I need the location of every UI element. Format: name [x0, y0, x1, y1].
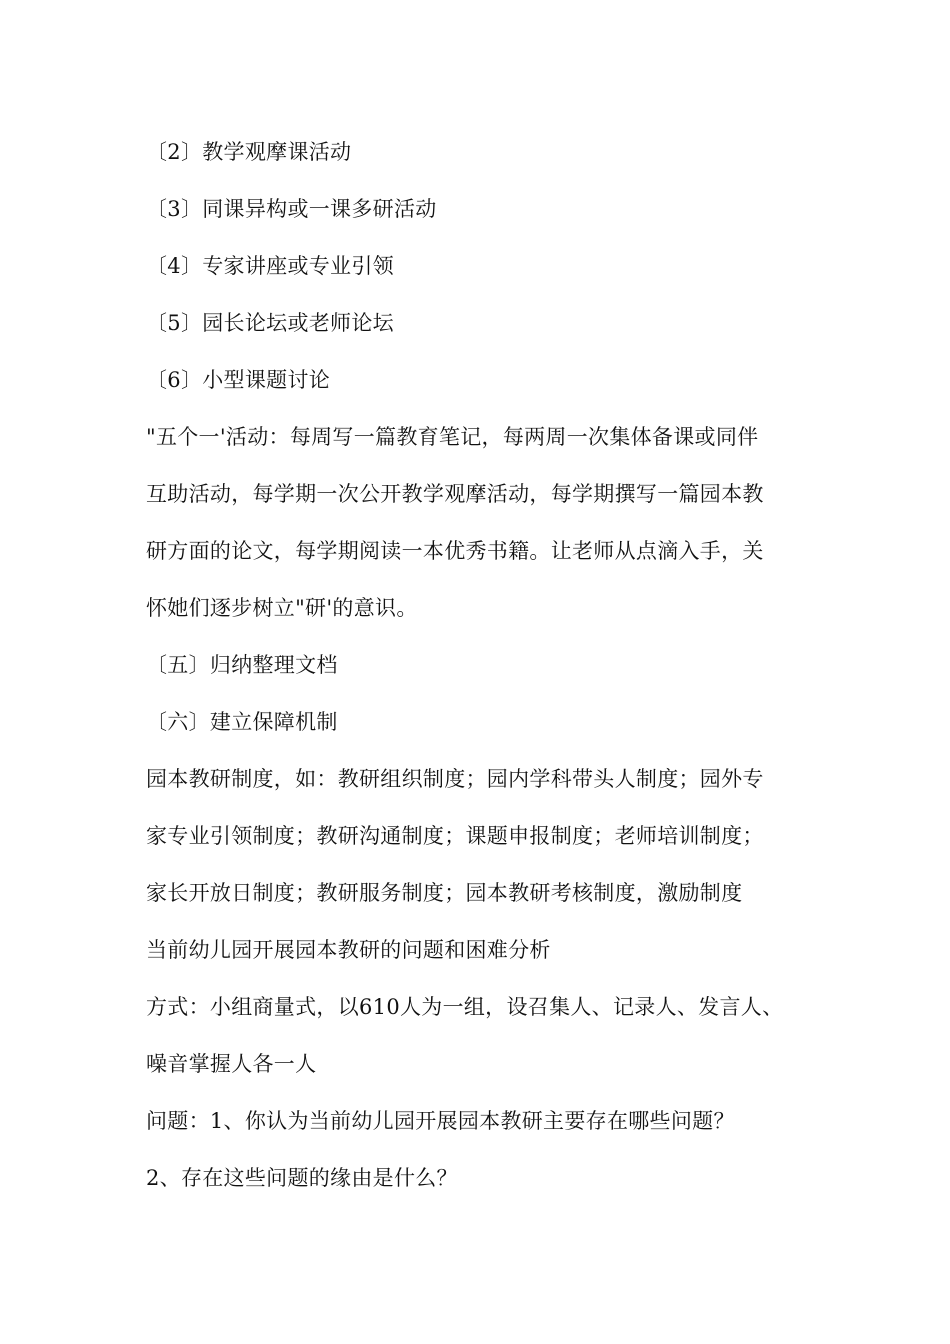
paragraph-line: 互助活动，每学期一次公开教学观摩活动，每学期撰写一篇园本教 — [146, 482, 764, 506]
activity-item-5: 〔5〕园长论坛或老师论坛 — [146, 311, 394, 335]
paragraph-line: "五个一'活动：每周写一篇教育笔记，每两周一次集体备课或同伴 — [146, 425, 759, 449]
paragraph-line: 研方面的论文，每学期阅读一本优秀书籍。让老师从点滴入手，关 — [146, 539, 764, 563]
paragraph-line: 家长开放日制度；教研服务制度；园本教研考核制度，激励制度 — [146, 881, 743, 905]
paragraph-line: 噪音掌握人各一人 — [146, 1052, 317, 1076]
activity-item-2: 〔2〕教学观摩课活动 — [146, 140, 352, 164]
paragraph-line: 方式：小组商量式，以610人为一组，设召集人、记录人、发言人、 — [146, 995, 784, 1019]
question-line: 2、存在这些问题的缘由是什么？ — [146, 1166, 458, 1190]
activity-item-3: 〔3〕同课异构或一课多研活动 — [146, 197, 437, 221]
section-heading: 〔五〕归纳整理文档 — [146, 653, 338, 677]
paragraph-line: 园本教研制度，如：教研组织制度；园内学科带头人制度；园外专 — [146, 767, 764, 791]
section-title: 当前幼儿园开展园本教研的问题和困难分析 — [146, 938, 551, 962]
paragraph-line: 怀她们逐步树立"研'的意识。 — [146, 596, 418, 620]
question-line: 问题：1、你认为当前幼儿园开展园本教研主要存在哪些问题？ — [146, 1109, 735, 1133]
activity-item-6: 〔6〕小型课题讨论 — [146, 368, 331, 392]
paragraph-line: 家专业引领制度；教研沟通制度；课题申报制度；老师培训制度； — [146, 824, 764, 848]
activity-item-4: 〔4〕专家讲座或专业引领 — [146, 254, 394, 278]
section-heading: 〔六〕建立保障机制 — [146, 710, 338, 734]
